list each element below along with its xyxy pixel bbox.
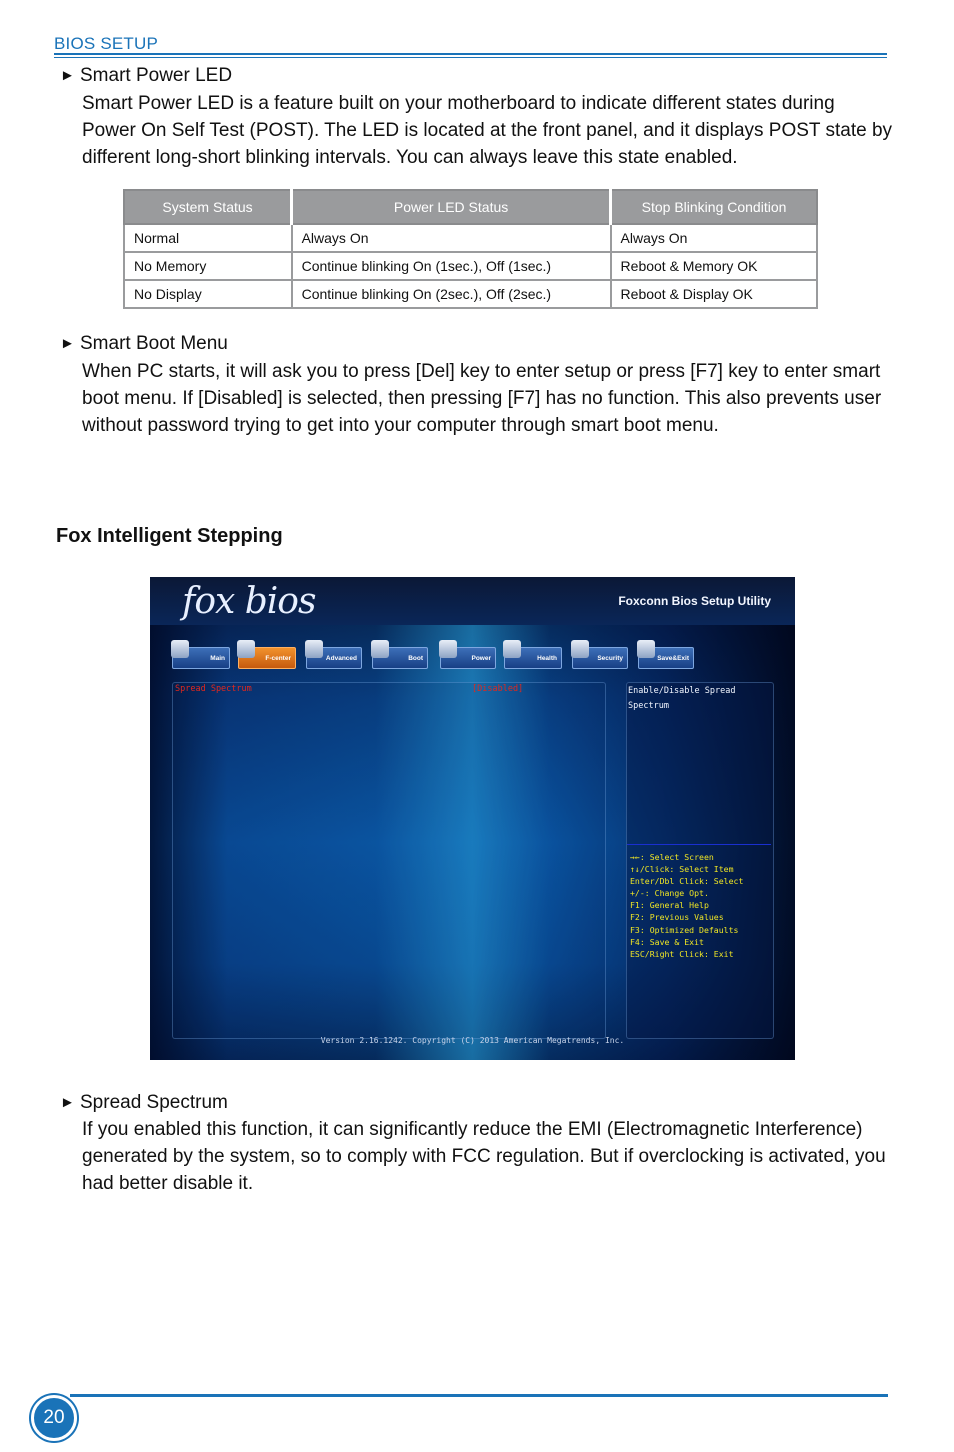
table-header-cell: Stop Blinking Condition (611, 190, 817, 224)
save-exit-icon (637, 640, 655, 658)
bios-options-panel (172, 682, 606, 1039)
lock-icon (571, 640, 589, 658)
triangle-bullet-icon: ► (60, 67, 75, 84)
table-row (124, 280, 817, 308)
bios-key-legend (630, 851, 743, 960)
table-cell: No Memory (124, 252, 292, 280)
table-cell: Continue blinking On (1sec.), Off (1sec.) (292, 252, 611, 280)
table-header-cell: Power LED Status (292, 190, 611, 224)
advanced-icon (305, 640, 323, 658)
section-heading-fox-intelligent-stepping: Fox Intelligent Stepping (56, 525, 283, 547)
table-cell: Reboot & Memory OK (611, 252, 817, 280)
bios-option-value[interactable]: [Disabled] (472, 684, 524, 694)
key-legend-line: F4: Save & Exit (630, 936, 704, 947)
header-rule-thin (54, 57, 887, 58)
bios-version-text: Version 2.16.1242. Copyright (C) 2013 American Megatrends, Inc. (320, 1036, 625, 1045)
bios-help-divider (627, 844, 771, 845)
power-led-status-table (123, 189, 818, 309)
key-legend-line: ESC/Right Click: Exit (630, 948, 734, 959)
bios-tab-boot[interactable]: Boot (372, 647, 428, 669)
section-body-smart-power-led: Smart Power LED is a feature built on your motherboard to indicate different states during Power On Self Test (POST). The LED is located at the front panel, and it displays POST state by different long-short blinking intervals. You can always leave this state enabled. (82, 93, 893, 168)
key-legend-line: ↑↓/Click: Select Item (630, 864, 734, 875)
thermometer-icon (503, 640, 521, 658)
key-legend-line: F3: Optimized Defaults (630, 924, 739, 935)
bios-help-text: Enable/Disable Spread Spectrum (628, 686, 736, 711)
table-cell: Always On (611, 224, 817, 252)
key-legend-line: Enter/Dbl Click: Select (630, 876, 744, 887)
section-title-smart-power-led: ► Smart Power LED (60, 65, 233, 86)
bios-tab-bar (172, 647, 732, 669)
bios-tab-power[interactable]: Power (440, 647, 496, 669)
bios-logo: fox bios (182, 581, 316, 622)
section-body-spread-spectrum: If you enabled this function, it can significantly reduce the EMI (Electromagnetic Interference) generated by the system, so to comply with FCC regulation. But if overclocking is activated, you had better disable it. (82, 1119, 886, 1194)
key-legend-line: +/-: Change Opt. (630, 888, 709, 899)
table-row (124, 252, 817, 280)
triangle-bullet-icon: ► (60, 335, 75, 352)
boot-icon (371, 640, 389, 658)
page-header-title: BIOS SETUP (54, 34, 159, 53)
table-header-row (124, 190, 817, 224)
section-title-smart-boot-menu: ► Smart Boot Menu (60, 333, 228, 354)
f-center-icon (237, 640, 255, 658)
section-body-smart-boot-menu: When PC starts, it will ask you to press [Del] key to enter setup or press [F7] key to enter smart boot menu. If [Disabled] is selected, then pressing [F7] has no function. This also prevents user without password trying to get into your computer through smart boot menu. (82, 361, 882, 436)
table-cell: Continue blinking On (2sec.), Off (2sec.) (292, 280, 611, 308)
section-title-spread-spectrum: ► Spread Spectrum (60, 1092, 228, 1113)
bios-tab-save-exit[interactable]: Save&Exit (638, 647, 694, 669)
header-rule (54, 53, 887, 55)
bios-tab-health[interactable]: Health (504, 647, 562, 669)
table-cell: No Display (124, 280, 292, 308)
bios-tab-security[interactable]: Security (572, 647, 628, 669)
power-icon (439, 640, 457, 658)
page-number: 20 (31, 1395, 77, 1441)
bios-tab-f-center[interactable]: F-center (238, 647, 296, 669)
main-icon (171, 640, 189, 658)
table-cell: Reboot & Display OK (611, 280, 817, 308)
key-legend-line: F1: General Help (630, 900, 709, 911)
bios-option-spread-spectrum[interactable]: Spread Spectrum (175, 684, 252, 694)
table-cell: Always On (292, 224, 611, 252)
footer-rule (70, 1394, 888, 1397)
bios-utility-title: Foxconn Bios Setup Utility (618, 594, 771, 608)
table-row (124, 224, 817, 252)
table-cell: Normal (124, 224, 292, 252)
triangle-bullet-icon: ► (60, 1094, 75, 1111)
bios-screenshot (150, 577, 795, 1060)
key-legend-line: F2: Previous Values (630, 912, 724, 923)
key-legend-line: →←: Select Screen (630, 852, 714, 862)
table-header-cell: System Status (124, 190, 292, 224)
bios-tab-advanced[interactable]: Advanced (306, 647, 362, 669)
bios-tab-main[interactable]: Main (172, 647, 230, 669)
